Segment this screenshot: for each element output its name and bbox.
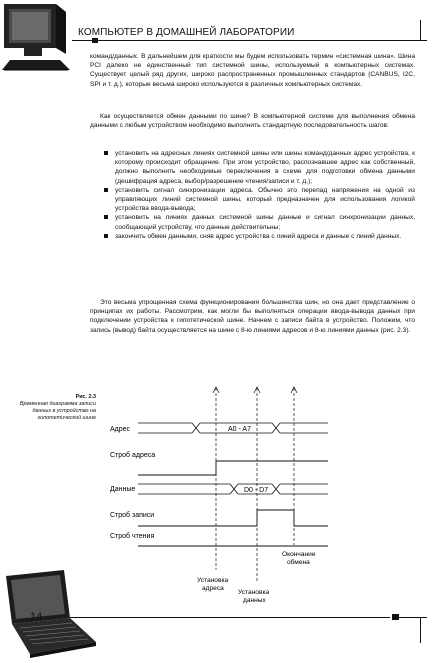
- footer-square-mark: [392, 614, 399, 620]
- list-item-text: установить сигнал синхронизации адреса. Обычно это перепад напряжения на одной из управляющих линий системной шины, который предназначен для использования логикой устройства ввода-вывода;: [115, 186, 415, 213]
- bullet-square-icon: [104, 234, 108, 238]
- paragraph-3: Это весьма упрощенная схема функционирования большинства шин, но она дает представление о принципах их работы. Рассмотрим, как могли бы выполняться операции ввода-вывода данных при подключении устройства к гипотетической шине. Начнем с записи байта в устройство. Положим, что запись (вывод) байта осуществляется на шине с 8-ю линиями адресов и 8-ю линиями данных (рис. 2.3).: [90, 299, 415, 334]
- signal-label-address-strobe: Строб адреса: [110, 452, 156, 459]
- bullet-square-icon: [104, 151, 108, 155]
- annotation-data-setup: Установка данных: [238, 589, 270, 604]
- header-rule: [72, 40, 427, 41]
- monitor-icon: [0, 0, 74, 82]
- bullet-square-icon: [104, 215, 108, 219]
- annotation-address-setup: Установка адреса: [197, 577, 229, 592]
- address-strobe-waveform: [138, 461, 328, 475]
- list-item-text: установить на линиях данных системной шины данные и сигнал синхронизации данных, сообщающий устройству, что данные действительны;: [115, 214, 415, 231]
- figure-caption-text: Временная диаграмма записи данных в устройство на гипотетической шине: [19, 401, 96, 421]
- signal-label-address: Адрес: [110, 426, 131, 433]
- laptop-icon: [0, 568, 100, 663]
- signal-label-read-strobe: Строб чтения: [110, 533, 155, 540]
- address-bus-value: A0 - A7: [228, 426, 251, 433]
- paragraph-1: команд/данных. В дальнейшем для краткости мы будем использовать термин «системная шина». Шина PCI далеко не единственный тип системной шины, используемый в компьютерных системах. Существует целый ряд других, широко распространенных промышленных стандартов (CANBUS, I2C, SPI и т. д.), которые весьма широко используются в различных компьютерных системах.: [90, 53, 415, 88]
- data-bus-value: D0 - D7: [244, 487, 269, 494]
- header-square-mark: [92, 38, 98, 43]
- annotation-exchange-end: Окончание обмена: [282, 551, 316, 566]
- page-number: 14: [30, 611, 43, 623]
- header-corner-line: [420, 20, 421, 40]
- list-item: [104, 186, 415, 214]
- figure-number: Рис. 2.3: [75, 394, 96, 400]
- bullet-square-icon: [104, 188, 108, 192]
- list-item-text: закончить обмен данными, сняв адрес устройства с линий адреса и данные с линий данных.: [115, 232, 402, 240]
- footer-rule: [70, 617, 390, 618]
- footer-rule-tail: [399, 617, 427, 618]
- footer-corner-line: [420, 617, 421, 643]
- figure-caption: [18, 394, 96, 422]
- data-waveform: [138, 484, 328, 494]
- list-item: [104, 232, 415, 241]
- running-header-title: КОМПЬЮТЕР В ДОМАШНЕЙ ЛАБОРАТОРИИ: [78, 27, 295, 38]
- list-item: [104, 213, 415, 231]
- signal-label-write-strobe: Строб записи: [110, 512, 155, 519]
- paragraph-2: Как осуществляется обмен данными по шине? В компьютерной системе для выполнения обмена данными с любым устройством необходимо выполнить стандартную последовательность шагов:: [90, 113, 415, 130]
- list-item-text: установить на адресных линиях системной шины или шины команд/данных адрес устройства, к которому происходит обращение. При этом устройство, распознавшее адрес как собственный, должно выполнить необходимые переключения в схеме для подготовки обмена данными (дешифрация адреса, выбор/разрешение чтения/записи и т. д.);: [115, 150, 415, 185]
- steps-list: [104, 149, 415, 241]
- signal-label-data: Данные: [110, 486, 136, 493]
- list-item: [104, 149, 415, 186]
- write-strobe-waveform: [138, 510, 328, 526]
- timing-diagram: [96, 380, 332, 610]
